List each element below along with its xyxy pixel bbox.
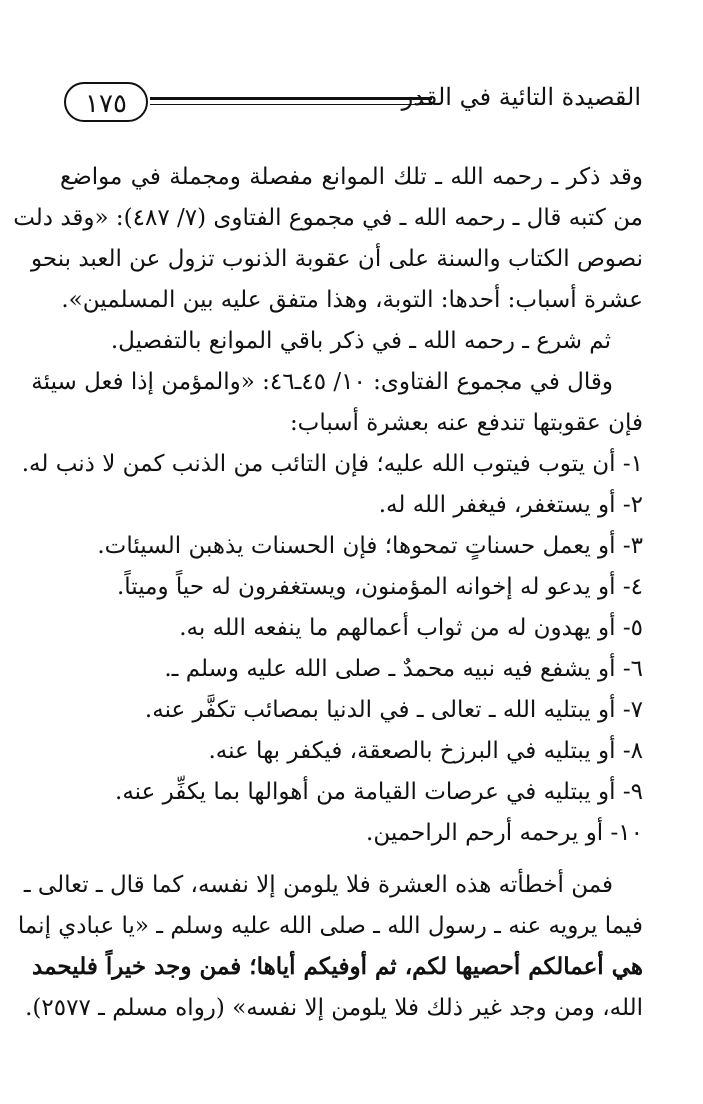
header-rule-top bbox=[150, 97, 432, 100]
text-line: وقد ذكر ـ رحمه الله ـ تلك الموانع مفصلة ومجملة في مواضع bbox=[60, 164, 643, 190]
header-rule-bottom bbox=[150, 104, 432, 105]
hadith-line: هي أعمالكم أحصيها لكم، ثم أوفيكم أياها؛ فمن وجد خيراً فليحمد bbox=[32, 953, 643, 980]
running-title: القصيدة التائية في القدر bbox=[401, 83, 641, 111]
text-line: ثم شرع ـ رحمه الله ـ في ذكر باقي الموانع بالتفصيل. bbox=[110, 328, 611, 354]
hadith-line: الله، ومن وجد غير ذلك فلا يلومن إلا نفسه» (رواه مسلم ـ ٢٥٧٧). bbox=[25, 995, 643, 1021]
list-item: ١- أن يتوب فيتوب الله عليه؛ فإن التائب من الذنب كمن لا ذنب له. bbox=[21, 451, 643, 477]
list-item: ١٠- أو يرحمه أرحم الراحمين. bbox=[366, 820, 643, 846]
list-item: ٤- أو يدعو له إخوانه المؤمنون، ويستغفرون له حياً وميتاً. bbox=[116, 574, 643, 600]
list-item: ٢- أو يستغفر، فيغفر الله له. bbox=[378, 492, 643, 518]
list-item: ٧- أو يبتليه الله ـ تعالى ـ في الدنيا بمصائب تكفَّر عنه. bbox=[144, 697, 643, 723]
text-line: فيما يرويه عنه ـ رسول الله ـ صلى الله عليه وسلم ـ «يا عبادي إنما bbox=[17, 913, 643, 939]
page-header bbox=[0, 0, 703, 140]
page-number: ١٧٥ bbox=[64, 82, 148, 122]
text-line: من كتبه قال ـ رحمه الله ـ في مجموع الفتاوى (٧/ ٤٨٧): «وقد دلت bbox=[13, 205, 643, 231]
text-line: عشرة أسباب: أحدها: التوبة، وهذا متفق عليه بين المسلمين». bbox=[61, 287, 643, 313]
list-item: ٦- أو يشفع فيه نبيه محمدٌ ـ صلى الله عليه وسلم ـ. bbox=[164, 656, 643, 682]
text-line: نصوص الكتاب والسنة على أن عقوبة الذنوب تزول عن العبد بنحو bbox=[30, 246, 643, 272]
list-item: ٩- أو يبتليه في عرصات القيامة من أهوالها بما يكفِّر عنه. bbox=[115, 779, 643, 805]
list-item: ٣- أو يعمل حسناتٍ تمحوها؛ فإن الحسنات يذهبن السيئات. bbox=[97, 533, 643, 559]
list-item: ٥- أو يهدون له من ثواب أعمالهم ما ينفعه الله به. bbox=[179, 615, 643, 641]
list-item: ٨- أو يبتليه في البرزخ بالصعقة، فيكفر بها عنه. bbox=[208, 738, 643, 764]
text-line: فمن أخطأته هذه العشرة فلا يلومن إلا نفسه، كما قال ـ تعالى ـ bbox=[23, 872, 613, 898]
text-line: وقال في مجموع الفتاوى: ١٠/ ٤٥ـ٤٦: «والمؤمن إذا فعل سيئة bbox=[31, 369, 613, 395]
text-line: فإن عقوبتها تندفع عنه بعشرة أسباب: bbox=[289, 410, 643, 436]
